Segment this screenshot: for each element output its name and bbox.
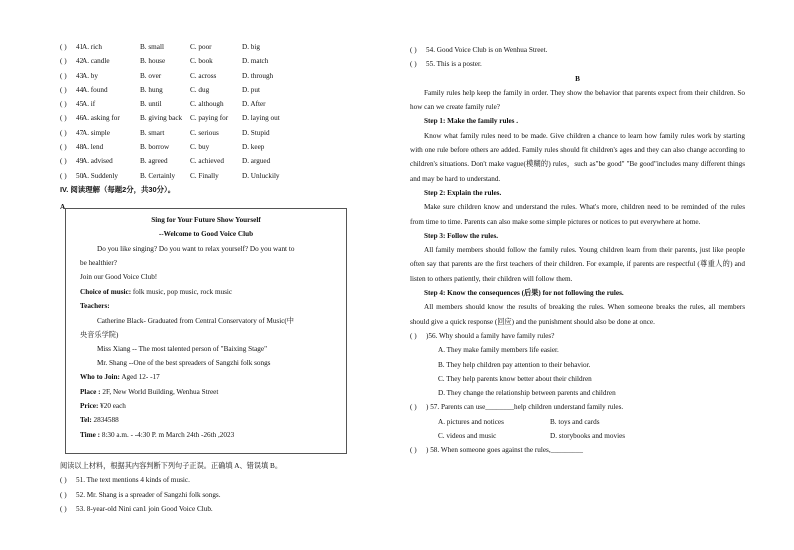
- teacher-1b: 央音乐学院): [80, 331, 119, 339]
- answer-blank[interactable]: ( ): [410, 446, 417, 455]
- question-57-stem: ) 57. Parents can use________help children understand family rules.: [426, 403, 624, 412]
- tf-question: ( ) 54. Good Voice Club is on Wenhua Street.: [410, 43, 745, 57]
- mc-question: [60, 169, 360, 183]
- q56-option-d[interactable]: D. They change the relationship between parents and children: [438, 389, 616, 398]
- option-c[interactable]: C. across: [190, 71, 217, 80]
- step-3-heading: Step 3: Follow the rules.: [424, 231, 499, 240]
- mc-question: [60, 140, 360, 154]
- mc-question: [60, 97, 360, 111]
- question-number: 51: [76, 476, 84, 485]
- poster-intro-1: Do you like singing? Do you want to relax yourself? Do you want to: [97, 245, 295, 253]
- teacher-3: Mr. Shang --One of the best spreaders of Sangzhi folk songs: [97, 359, 271, 367]
- question-58-stem: ) 58. When someone goes against the rules,_________: [426, 446, 583, 455]
- option-b[interactable]: B. house: [140, 57, 166, 66]
- option-c[interactable]: C. Finally: [190, 171, 219, 180]
- option-b[interactable]: B. over: [140, 71, 162, 80]
- answer-blank[interactable]: ( ): [60, 128, 67, 137]
- price-label: Price:: [80, 402, 99, 410]
- answer-blank[interactable]: ( ): [60, 504, 67, 513]
- question-56-stem: )56. Why should a family have family rules?: [426, 331, 555, 340]
- place-value: 2F, New World Building, Wenhua Street: [100, 388, 219, 396]
- option-a[interactable]: A. advised: [82, 157, 113, 166]
- answer-blank[interactable]: ( ): [410, 46, 417, 54]
- answer-blank[interactable]: ( ): [60, 100, 67, 109]
- option-d[interactable]: D. keep: [242, 143, 265, 152]
- option-d[interactable]: D. big: [242, 43, 260, 51]
- question-number: 54: [426, 46, 434, 54]
- question-number: 45: [76, 100, 84, 109]
- question-text: Good Voice Club is on Wenhua Street.: [436, 46, 548, 54]
- place-label: Place :: [80, 388, 101, 396]
- poster-tel: [80, 416, 119, 424]
- time-value: 8:30 a.m. - -4:30 P. m March 24th -26th ,2023: [100, 431, 235, 439]
- question-number: 44: [76, 85, 84, 94]
- question-58: [410, 443, 745, 457]
- answer-blank[interactable]: ( ): [60, 114, 67, 123]
- option-d[interactable]: D. argued: [242, 157, 271, 166]
- true-false-list-left: [60, 473, 360, 516]
- option-c[interactable]: C. book: [190, 57, 213, 66]
- who-value: Aged 12- -17: [119, 373, 160, 381]
- q57-options-ab: [410, 415, 745, 429]
- option-c[interactable]: C. serious: [190, 128, 219, 137]
- option-a[interactable]: A. simple: [82, 128, 110, 137]
- instruction-a: 阅读以上材料，根据其内容判断下列句子正误。正确填 A、错误填 B。: [60, 462, 283, 470]
- q57-option-b[interactable]: B. toys and cards: [550, 417, 600, 426]
- question-number: 46: [76, 114, 84, 123]
- option-c[interactable]: C. dug: [190, 85, 210, 94]
- section-heading: IV. 阅读理解（每题2分，共30分）。: [60, 184, 176, 194]
- option-b[interactable]: B. agreed: [140, 157, 168, 166]
- step-2-heading: Step 2: Explain the rules.: [424, 188, 502, 197]
- club-poster: [65, 208, 347, 454]
- option-b[interactable]: B. borrow: [140, 143, 170, 152]
- option-c[interactable]: C. although: [190, 100, 224, 109]
- music-value: folk music, pop music, rock music: [131, 288, 233, 296]
- option-c[interactable]: C. buy: [190, 143, 210, 152]
- option-a[interactable]: A. Suddenly: [82, 171, 118, 180]
- option-a[interactable]: A. found: [82, 85, 108, 94]
- question-number: 53: [76, 504, 84, 513]
- true-false-list-right: [410, 43, 745, 72]
- tf-question: ( ) 55. This is a poster.: [410, 57, 745, 71]
- teachers-label: Teachers:: [80, 302, 110, 310]
- option-b[interactable]: B. small: [140, 43, 164, 51]
- poster-time: [80, 431, 234, 439]
- question-text: 8-year-old Nini can1 join Good Voice Club.: [86, 504, 213, 513]
- multiple-choice-list: [60, 40, 360, 183]
- answer-blank[interactable]: ( ): [60, 71, 67, 80]
- mc-question: [60, 111, 360, 125]
- mc-question: [60, 83, 360, 97]
- music-label: Choice of music:: [80, 288, 132, 296]
- answer-blank[interactable]: ( ): [410, 331, 417, 340]
- tel-value: 2834588: [91, 416, 119, 424]
- mc-question: [60, 54, 360, 68]
- passage-b-para-2: Know what family rules need to be made. Give children a chance to learn how family rules work by starting with one rule before others are added. Family rules should fit children's ages and they can also change according to children's situations. Don't make vague(模糊的) rules，such as"be good" "Be good"includes many different things and may be hard to understand.: [410, 131, 745, 183]
- option-c[interactable]: C. poor: [190, 43, 212, 51]
- question-number: 50: [76, 171, 84, 180]
- question-text: Mr. Shang is a spreader of Sangzhi folk songs.: [86, 490, 221, 499]
- option-d[interactable]: D. through: [242, 71, 274, 80]
- answer-blank[interactable]: ( ): [60, 171, 67, 180]
- mc-question: [60, 69, 360, 83]
- mc-question: [60, 40, 360, 54]
- answer-blank[interactable]: ( ): [410, 60, 417, 69]
- option-d[interactable]: D. put: [242, 85, 260, 94]
- question-number: 48: [76, 143, 84, 152]
- option-b[interactable]: B. giving back: [140, 114, 183, 123]
- passage-b-label: B: [575, 74, 580, 83]
- poster-who: [80, 373, 160, 381]
- price-value: ¥20 each: [98, 402, 126, 410]
- poster-music: [80, 288, 232, 296]
- poster-title: Sing for Your Future Show Yourself: [151, 216, 261, 224]
- answer-blank[interactable]: ( ): [60, 43, 67, 51]
- mc-question: [60, 154, 360, 168]
- question-56: [410, 329, 745, 343]
- question-number: 55: [426, 60, 434, 69]
- question-number: 52: [76, 490, 84, 499]
- passage-b-para-1: Family rules help keep the family in order. They show the behavior that parents expect from their children. So how can we create family rule?: [410, 88, 745, 112]
- answer-blank[interactable]: ( ): [60, 157, 67, 166]
- q56-option-b[interactable]: B. They help children pay attention to their behavior.: [438, 360, 591, 369]
- poster-join: Join our Good Voice Club!: [80, 273, 158, 281]
- poster-place: [80, 388, 218, 396]
- question-number: 41: [76, 43, 84, 51]
- question-text: This is a poster.: [436, 60, 482, 69]
- option-a[interactable]: A. by: [82, 71, 98, 80]
- poster-intro-2: be healthier?: [80, 259, 117, 267]
- option-a[interactable]: A. lend: [82, 143, 104, 152]
- option-b[interactable]: B. smart: [140, 128, 165, 137]
- question-text: The text mentions 4 kinds of music.: [86, 476, 190, 485]
- time-label: Time :: [80, 431, 101, 439]
- answer-blank[interactable]: ( ): [60, 476, 67, 485]
- step-1-heading: Step 1: Make the family rules .: [424, 117, 519, 126]
- left-column: [60, 40, 360, 197]
- question-number: 43: [76, 71, 84, 80]
- answer-blank[interactable]: ( ): [60, 490, 67, 499]
- q57-option-d[interactable]: D. storybooks and movies: [550, 432, 626, 441]
- teacher-1a: Catherine Black- Graduated from Central Conservatory of Music(中: [97, 317, 294, 325]
- mc-question: [60, 126, 360, 140]
- option-c[interactable]: C. paying for: [190, 114, 229, 123]
- option-b[interactable]: B. hung: [140, 85, 163, 94]
- tf-question: ( ) 52. Mr. Shang is a spreader of Sangzhi folk songs.: [60, 488, 360, 502]
- option-d[interactable]: D. Unluckily: [242, 171, 280, 180]
- q57-option-c[interactable]: C. videos and music: [438, 432, 497, 441]
- option-a[interactable]: A. candle: [82, 57, 110, 66]
- question-number: 42: [76, 57, 84, 66]
- answer-blank[interactable]: ( ): [60, 85, 67, 94]
- option-a[interactable]: A. if: [82, 100, 96, 109]
- q56-option-c[interactable]: C. They help parents know better about their children: [438, 374, 592, 383]
- answer-blank[interactable]: ( ): [60, 143, 67, 152]
- option-d[interactable]: D. laying out: [242, 114, 280, 123]
- tel-label: Tel:: [80, 416, 92, 424]
- tf-question: ( ) 53. 8-year-old Nini can1 join Good Voice Club.: [60, 502, 360, 516]
- poster-price: [80, 402, 126, 410]
- poster-subtitle: --Welcome to Good Voice Club: [158, 230, 254, 238]
- option-d[interactable]: D. Stupid: [242, 128, 270, 137]
- answer-blank[interactable]: ( ): [410, 403, 417, 412]
- q56-option-a[interactable]: A. They make family members life easier.: [438, 346, 559, 355]
- question-57: [410, 400, 745, 414]
- option-b[interactable]: B. Certainly: [140, 171, 176, 180]
- option-a[interactable]: A. rich: [82, 43, 102, 51]
- right-column: [410, 43, 745, 458]
- passage-b-para-4: All family members should follow the family rules. Young children learn from their parents, just like people often say that parents are the first teachers of their children. For example, if parents are respectful (尊重人的) and listen to others patiently, their children will follow them.: [410, 246, 745, 283]
- q57-option-a[interactable]: A. pictures and notices: [438, 417, 504, 426]
- step-4-heading: Step 4: Know the consequences (后果) for not following the rules.: [424, 289, 624, 298]
- tf-question: ( ) 51. The text mentions 4 kinds of music.: [60, 473, 360, 487]
- teacher-2: Miss Xiang -- The most talented person of "Baixing Stage": [97, 345, 268, 353]
- passage-b-para-3: Make sure children know and understand the rules. What's more, children need to be reminded of the rules from time to time. Parents can also make some simple pictures or notices to put everywhere at home.: [410, 203, 745, 226]
- who-label: Who to Join:: [80, 373, 120, 381]
- answer-blank[interactable]: ( ): [60, 57, 67, 66]
- option-a[interactable]: A. asking for: [82, 114, 120, 123]
- passage-a-label: A: [60, 203, 66, 211]
- option-d[interactable]: D. After: [242, 100, 266, 109]
- option-b[interactable]: B. until: [140, 100, 162, 109]
- option-c[interactable]: C. achieved: [190, 157, 224, 166]
- question-number: 47: [76, 128, 84, 137]
- q57-options-cd: [410, 429, 745, 443]
- option-d[interactable]: D. match: [242, 57, 269, 66]
- passage-b-para-5: All members should know the results of breaking the rules. When someone breaks the rules, all members should give a quick response (回应) and the punishment should also be done at once.: [410, 303, 745, 326]
- question-number: 49: [76, 157, 84, 166]
